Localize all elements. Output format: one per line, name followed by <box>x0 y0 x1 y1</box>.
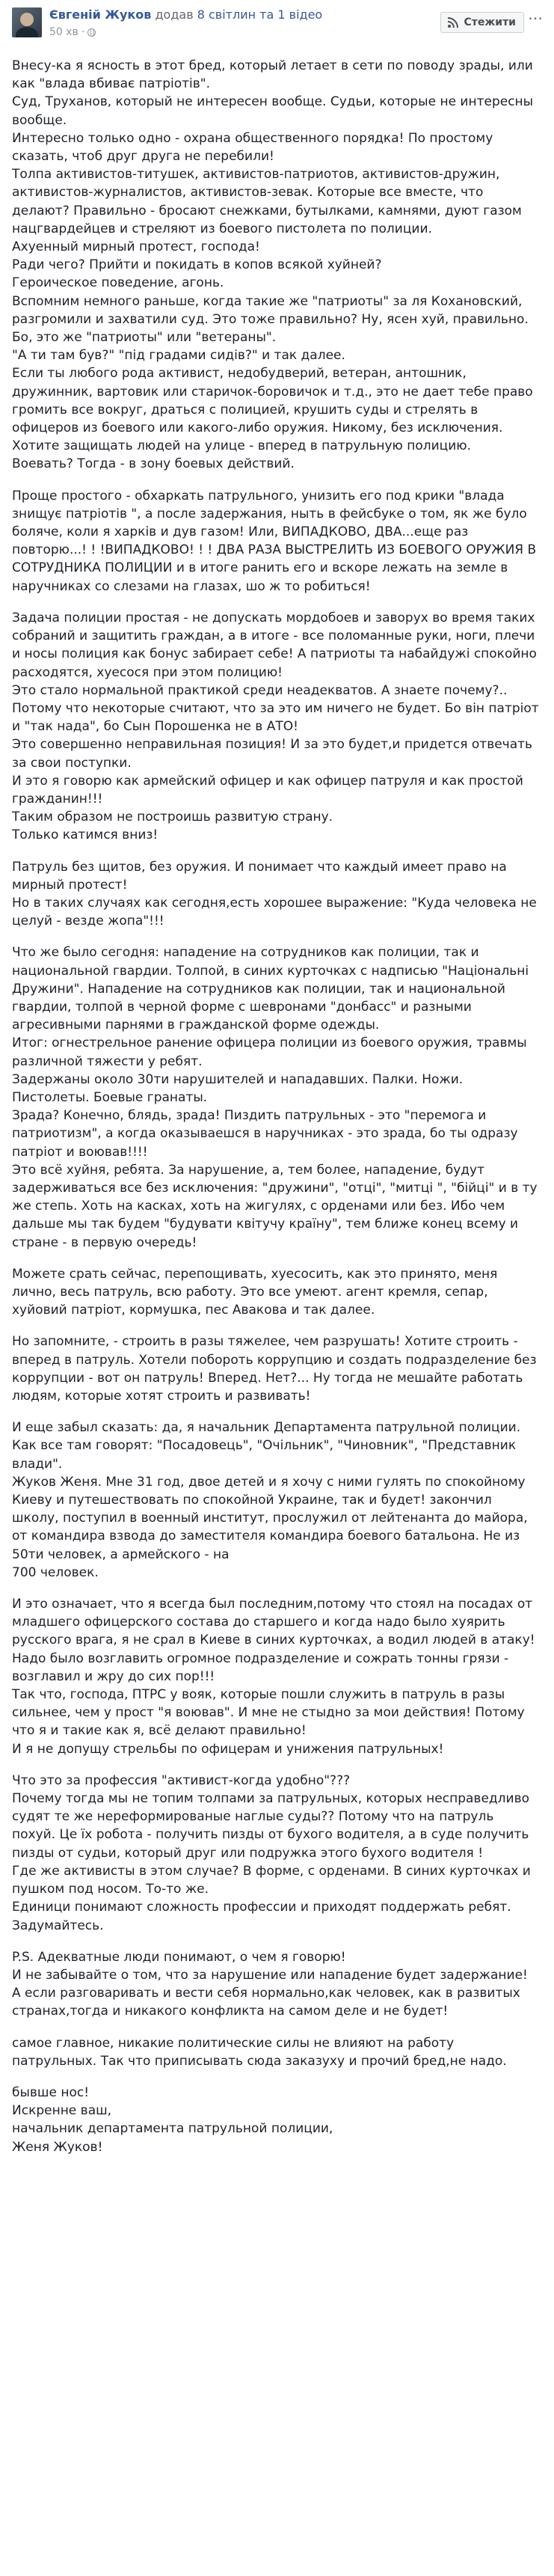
post-paragraph: Можете срать сейчас, перепощивать, хуесосить, как это принято, меня лично, весь патруль, всю работу. Это все умеют. агент кремля, сепар, хуйовий патріот, кормушка, пес Авакова и так далее. <box>12 1266 498 1318</box>
post-paragraph: И это означает, что я всегда был последним,потому что стоял на посадах от младшего офицерского состава до старшего и когда надо было хуярить русского врага, я не срал в Киеве в синих курточках, а водил людей в атаку! Надо было возглавить огромное подразделение и сожрать тонны грязи - возглавил и жру до сих пор!!! Так что, господа, ПТРС у вояк, которые пошли служить в патруль в разы сильнее, чем у прост "я воював". И мне не стыдно за мои действия! Потому что я и такие как я, всё делают правильно! И я не допущу стрельбы по офицерам и унижения патрульных! <box>12 1597 535 1757</box>
more-options-icon[interactable]: ⋯ <box>528 9 543 27</box>
post-paragraph: Что же было сегодня: нападение на сотрудников как полиции, так и национальной гвардии. Толпой, в синих курточках с надписью "Національні Дружини". Нападение на сотрудников как полиции, так и национальной гвардии, толпой в черной форме с шевронами "донбасс" и разными агресивными парнями в гражданской форме одежды. Итог: огнестрельное ранение офицера полиции из боевого оружия, травмы различной тяжести у ребят. Задержаны около 30ти нарушителей и нападавших. Палки. Ножи. Пистолеты. Боевые гранаты. Зрада? Конечно, блядь, зрада! Пиздить патрульных - это "перемога и патриотизм", а когда оказываешся в наручниках - это зрада, бо ты одразу патріот и воював!!!! Это всё хуйня, ребята. За нарушение, а, тем более, нападение, будут задерживаться все без исключения: "дружини", "отці", "митці ", "бійці" и в ту же степь. Хоть на касках, хоть на жигулях, с орденами или без. Ибо чем дальше мы так будем "будувати квітучу країну", тем ближе конец всему и стране - в первую очередь! <box>12 945 538 1250</box>
post-paragraph: P.S. Адекватные люди понимают, о чем я говорю! И не забывайте о том, что за нарушение или нападение будет задержание! А если разговаривать и вести себя нормально,как человек, как в развитых странах,тогда и никакого конфликта на самом деле и не будет! <box>12 1949 528 2019</box>
post-title-line <box>49 7 322 22</box>
post-header <box>12 7 544 54</box>
post-meta <box>49 7 322 40</box>
post-paragraph: Что это за профессия "активист-когда удобно"??? Почему тогда мы не топим толпами за патрульных, которых несправедливо судят те же нереформированые наглые суды?? Потому что на патруль похуй. Це їх робота - получить пизды от бухого водителя, а в суде получить пизды от судьи, который друг или подружка этого бухого водителя ! Где же активисты в этом случае? В форме, с орденами. В синих курточках и пушком под носом. То-то же. Единици понимают сложность профессии и приходят поддержать ребят. Задумайтесь. <box>12 1772 531 1933</box>
post-action: додав <box>155 7 194 22</box>
post-paragraph: Патруль без щитов, без оружия. И понимает что каждый имеет право на мирный протест! Но в таких случаях как сегодня,есть хорошее выражение: "Куда человека не целуй - везде жопа"!!! <box>12 859 537 929</box>
dot-separator: · <box>81 26 85 38</box>
author-avatar[interactable] <box>12 7 42 37</box>
post-paragraph: Но запомните, - строить в разы тяжелее, чем разрушать! Хотите строить - вперед в патруль. Хотели побороть коррупцию и создать подразделение без коррупции - вот он патруль! Вперед. Нет?... Ну тогда не мешайте работать людям, которые хотят строить и развивать! <box>12 1334 537 1404</box>
post-paragraph: Проще простого - обхаркать патрульного, унизить его под крики "влада знищує патріотів ", а после задержания, ныть в фейсбуке о том, як же було боляче, коли я харків и дув газом! Или, ВИПАДКОВО, ДВА...еще раз повторю...! ! !ВИПАДКОВО! ! ! ДВА РАЗА ВЫСТРЕЛИТЬ ИЗ БОЕВОГО ОРУЖИЯ В СОТРУДНИКА ПОЛИЦИИ и в итоге ранить его и вскоре лежать на земле в наручниках со слезами на глазах, шо ж то робиться! <box>12 488 537 594</box>
author-name[interactable]: Євгеній Жуков <box>49 7 152 22</box>
media-count-link[interactable]: 8 світлин та 1 відео <box>197 7 323 22</box>
globe-icon <box>87 28 96 37</box>
post-timestamp-line <box>49 25 322 40</box>
post-paragraph: самое главное, никакие политические силы не влияют на работу патрульных. Так что приписывать сюда заказуху и прочий бред,не надо. <box>12 2035 507 2069</box>
post-paragraph: И еще забыл сказать: да, я начальник Департамента патрульной полиции. Как все там говорят: "Посадовець", "Очільник", "Чиновник", "Представник влади". Жуков Женя. Мне 31 год, двое детей и я хочу с ними гулять по спокойному Киеву и путешествовать по спокойной Украине, так и будет! закончил школу, поступил в военный институт, прослужил от лейтенанта до майора, от командира взвода до заместителя командира боевого батальона. Не из 50ти человек, а армейского - на 700 человек. <box>12 1420 528 1580</box>
post-paragraph: бывше нос! Искренне ваш, начальник департамента патрульной полиции, Женя Жуков! <box>12 2084 333 2155</box>
rss-icon <box>447 16 459 28</box>
follow-button[interactable] <box>440 12 524 33</box>
follow-label: Стежити <box>464 16 516 28</box>
post-paragraph: Внесу-ка я ясность в этот бред, который летает в сети по поводу зрады, или как "влада вбиває патріотів". Суд, Труханов, который не интересен вообще. Судьи, которые не интересны вообще. Интересно только одно - охрана общественного порядка! По простому сказать, чтоб друг друга не перебили! Толпа активистов-титушек, активистов-патриотов, активистов-дружин, активистов-журналистов, активистов-зевак. Которые все вместе, что делают? Правильно - бросают снежками, бутылками, камнями, дуют газом нацгвардейцев и стреляют из боевого пистолета по полиции. Ахуенный мирный протест, господа! Ради чего? Прийти и покидать в копов всякой хуйней? Героическое поведение, агонь. Вспомним немного раньше, когда такие же "патриоты" за ля Кохановский, разгромили и захватили суд. Это тоже правильно? Ну, ясен хуй, правильно. Бо, это же "патриоты" или "ветераны". "А ти там був?" "під градами сидів?" и так далее. Если ты любого рода активист, недобудверий, ветеран, антошник, дружинник, вартовик или старичок-боровичок и т.д., это не дает тебе право громить все вокруг, драться с полицией, крушить суды и стрелять в офицеров из боевого или какого-либо оружия. Никому, без исключения. Хотите защищать людей на улице - вперед в патрульную полицию. Воевать? Тогда - в зону боевых действий. <box>12 58 534 472</box>
post-time[interactable]: 50 хв <box>49 26 79 38</box>
post-paragraph: Задача полиции простая - не допускать мордобоев и заворух во время таких собраний и защитить граждан, а в итоге - все поломанные руки, ноги, плечи и носы полиция как бонус забирает себе! А патриоты та набайдужі спокойно расходятся, хуесося при этом полицию! Это стало нормальной практикой среди неадекватов. А знаете почему?.. Потому что некоторые считают, что за это им ничего не будет. Бо він патріот и "так нада", бо Сын Порошенка не в АТО! Это совершенно неправильная позиция! И за это будет,и придется отвечать за свои поступки. И это я говорю как армейский офицер и как офицер патруля и как простой гражданин!!! Таким образом не построишь развитую страну. Только катимся вниз! <box>12 610 539 843</box>
post-body <box>12 54 544 2156</box>
